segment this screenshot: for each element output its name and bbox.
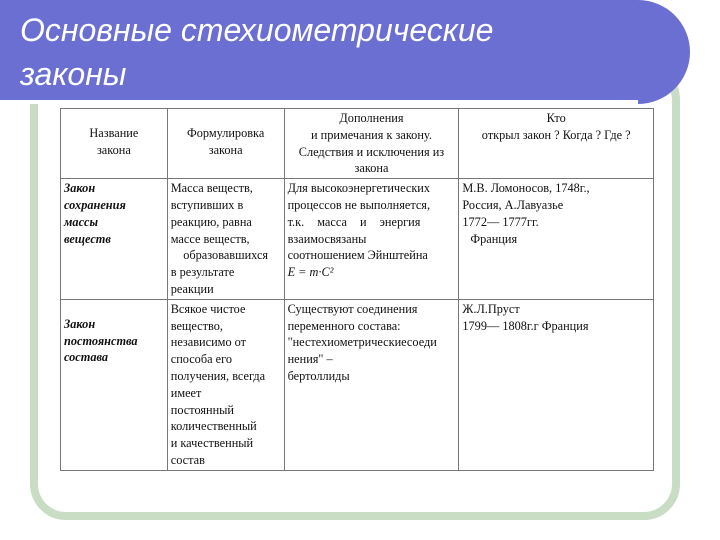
cell-text: бертоллиды: [287, 368, 350, 383]
cell-text: М.В. Ломоносов, 1748г.,: [462, 181, 590, 196]
header-text: открыл закон ? Когда ? Где ?: [481, 127, 631, 142]
table-row: [61, 299, 654, 470]
header-formulation: [167, 109, 284, 179]
cell-text: независимо от: [170, 335, 247, 350]
law-name-text: сохранения: [64, 197, 126, 212]
header-text: закона: [96, 142, 131, 157]
header-text: Название: [89, 126, 139, 140]
cell-text: получения, всегда: [170, 368, 266, 383]
cell-text: в результате: [170, 265, 235, 280]
header-text: Следствия и исключения из: [298, 144, 445, 159]
formulation-cell: [167, 299, 284, 470]
notes-cell: [284, 299, 459, 470]
header-text: и примечания к закону.: [311, 127, 432, 142]
header-text: Дополнения: [339, 111, 404, 125]
cell-text: Масса веществ,: [170, 181, 253, 196]
slide-title-line-2: законы: [20, 56, 127, 92]
law-name-text: постоянства: [64, 333, 138, 348]
cell-text: Существуют соединения: [287, 301, 418, 316]
header-discoverer: [459, 109, 654, 179]
cell-text: вещество,: [170, 318, 223, 333]
slide-title-line-1: Основные стехиометрические: [20, 12, 494, 48]
header-text: закона: [208, 142, 243, 157]
table-header-row: [61, 109, 654, 179]
cell-text: количественный: [170, 419, 257, 434]
cell-text: нения" –: [287, 352, 333, 367]
law-name-text: состава: [64, 350, 109, 365]
header-text: закона: [354, 161, 389, 176]
header-text: Кто: [546, 111, 566, 125]
cell-text: реакции: [170, 281, 214, 296]
header-law-name: [61, 109, 168, 179]
cell-text: массе веществ,: [170, 231, 250, 246]
cell-text: 1799— 1808г.г Франция: [462, 318, 589, 333]
header-text: Формулировка: [187, 126, 265, 140]
cell-text: образовавшихся: [183, 248, 269, 263]
cell-text: 1772— 1777гг.: [462, 214, 539, 229]
discoverer-cell: [459, 299, 654, 470]
law-name-text: веществ: [64, 231, 111, 246]
notes-cell: [284, 179, 459, 300]
cell-text: постоянный: [170, 402, 235, 417]
cell-text: Всякое чистое: [170, 301, 246, 316]
cell-text: и качественный: [170, 436, 254, 451]
law-name-cell: [61, 299, 168, 470]
cell-text: Ж.Л.Пруст: [462, 301, 520, 316]
cell-text: т.к. масса и энергия: [287, 214, 421, 229]
law-name-text: Закон: [64, 316, 96, 331]
cell-text: вступивших в: [170, 197, 244, 212]
cell-text: Франция: [470, 231, 518, 246]
cell-text: состав: [170, 452, 205, 467]
laws-table: [60, 108, 654, 471]
formulation-cell: [167, 179, 284, 300]
cell-text: реакцию, равна: [170, 214, 252, 229]
cell-text: "нестехиометрическиесоеди: [287, 335, 437, 350]
header-notes: [284, 109, 459, 179]
einstein-formula: E = m·C²: [287, 265, 334, 280]
discoverer-cell: [459, 179, 654, 300]
cell-text: взаимосвязаны: [287, 231, 367, 246]
table-row: [61, 179, 654, 300]
title-underline: [0, 100, 638, 104]
cell-text: имеет: [170, 385, 202, 400]
cell-text: процессов не выполняется,: [287, 197, 431, 212]
cell-text: способа его: [170, 352, 232, 367]
slide-title: [20, 8, 660, 96]
law-name-cell: [61, 179, 168, 300]
cell-text: переменного состава:: [287, 318, 401, 333]
cell-text: соотношением Эйнштейна: [287, 248, 428, 263]
cell-text: Для высокоэнергетических: [287, 181, 431, 196]
cell-text: Россия, А.Лавуазье: [462, 197, 564, 212]
law-name-text: Закон: [64, 181, 96, 196]
law-name-text: массы: [64, 214, 99, 229]
